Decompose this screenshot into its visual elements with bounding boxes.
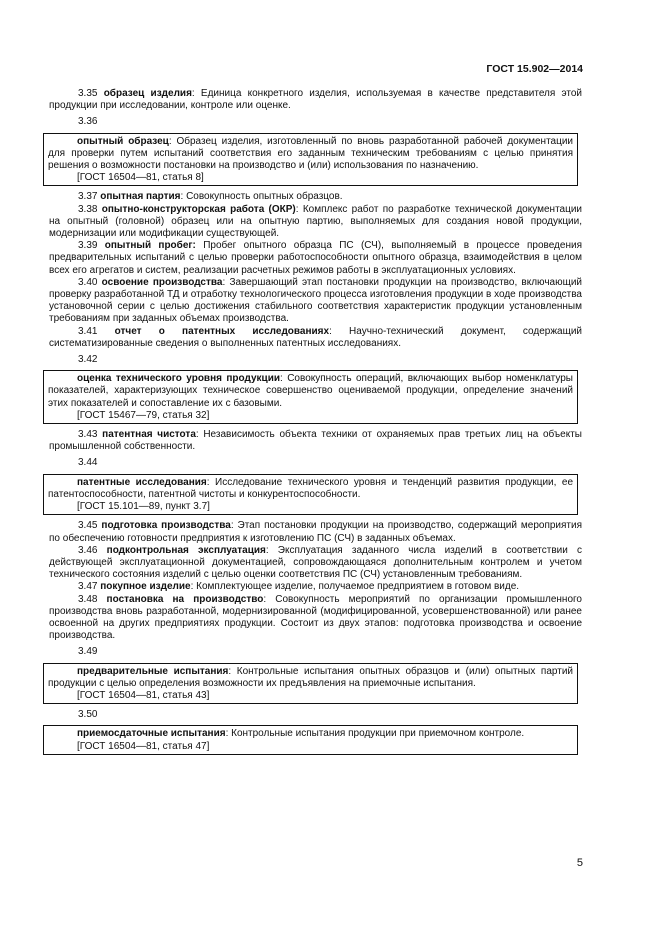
term-source: [ГОСТ 15467—79, статья 32] xyxy=(77,409,210,421)
term-number: 3.38 xyxy=(78,203,98,215)
term-source: [ГОСТ 16504—81, статья 47] xyxy=(77,740,210,752)
term-definition: : Образец изделия, изготовленный по вновь разработанной рабочей документации для проверки путем испытаний соответствия его заданным техническим требованиям с целью принятия решения о возможности постановки на производство и (или) использования по назначению. xyxy=(48,135,573,172)
term-name: предварительные испытания xyxy=(77,665,229,677)
term-source: [ГОСТ 15.101—89, пункт 3.7] xyxy=(77,501,210,513)
term-definition: : Научно-технический документ, содержащий систематизированные сведения о выполненных патентных исследованиях. xyxy=(49,325,582,349)
term-number: 3.35 xyxy=(78,88,98,99)
term-name: патентные исследования xyxy=(77,476,207,488)
term-definition: : Комплекс работ по разработке технической документации на опытный (головной) образец или на опытную партию, выполняемых для создания новой продукции, модернизации или модификации существующей. xyxy=(49,203,582,240)
term-number: 3.37 xyxy=(78,191,98,203)
term-definition: : Этап постановки продукции на производство, содержащий мероприятия по обеспечению готовности предприятия к изготовлению ПС (СЧ) в заданных объемах. xyxy=(49,520,583,544)
term-name: отчет о патентных исследованиях xyxy=(114,325,330,337)
term-3-39 xyxy=(49,240,582,277)
term-definition: Пробег опытного образца ПС (СЧ), выполняемый в процессе проведения предварительных испытаний с целью проверки работоспособности опытного образца, взаимодействия в целом всех его агрегатов и систем, реализации расчетных режимов работы в эксплуатационных условиях. xyxy=(49,240,582,276)
term-3-46 xyxy=(49,545,582,582)
term-definition: : Эксплуатация заданного числа изделий в соответствии с действующей эксплуатационной документацией, сопровождающаяся дополнительным контролем и учетом технического состояния изделий с целью оценки соответствия ПС (СЧ) установленным требованиям. xyxy=(49,544,582,581)
term-number: 3.42 xyxy=(78,354,98,366)
term-number: 3.49 xyxy=(78,646,98,658)
term-3-43 xyxy=(49,429,582,453)
term-name: опытный пробег: xyxy=(104,240,196,252)
term-number: 3.43 xyxy=(78,429,98,441)
term-definition: : Комплектующее изделие, получаемое предприятием в готовом виде. xyxy=(190,581,520,593)
term-name: приемосдаточные испытания xyxy=(77,728,226,740)
term-name: опытно-конструкторская работа (ОКР) xyxy=(101,203,296,215)
term-definition: : Совокупность опытных образцов. xyxy=(180,191,343,203)
page-number: 5 xyxy=(576,857,583,869)
term-number: 3.47 xyxy=(78,581,98,593)
term-3-45 xyxy=(49,520,582,544)
term-number: 3.40 xyxy=(78,276,98,288)
term-name: постановка на производство xyxy=(106,593,264,605)
term-source: [ГОСТ 16504—81, статья 8] xyxy=(77,172,204,184)
term-name: покупное изделие xyxy=(100,581,191,593)
term-number: 3.41 xyxy=(78,325,98,337)
term-name: патентная чистота xyxy=(102,429,196,441)
term-definition: : Единица конкретного изделия, используемая в качестве представителя этой продукции при исследовании, контроле или оценке. xyxy=(49,88,583,112)
term-number: 3.36 xyxy=(78,116,98,128)
term-number: 3.44 xyxy=(78,457,98,469)
term-box-3-44 xyxy=(43,474,578,516)
term-3-40 xyxy=(49,277,582,326)
term-definition: : Независимость объекта техники от охраняемых прав третьих лиц на объекты промышленной собственности. xyxy=(49,429,582,453)
term-name: опытный образец xyxy=(77,135,169,147)
term-definition: : Завершающий этап постановки продукции на производство, включающий проверку разработанной ТД и отработку технологического процесса изготовления продукции в ходе производства установочной серии с целью достижения стабильного соответствия характеристик продукции установленным требованиям при заданных объемах производства. xyxy=(49,276,583,325)
term-3-41 xyxy=(49,326,582,350)
term-box-3-49 xyxy=(43,663,578,705)
term-box-3-42 xyxy=(43,370,578,424)
term-3-47 xyxy=(49,581,582,593)
term-source: [ГОСТ 16504—81, статья 43] xyxy=(77,689,210,701)
term-3-35 xyxy=(49,88,582,112)
terms-content xyxy=(49,88,582,760)
term-number: 3.48 xyxy=(78,593,98,605)
term-3-48 xyxy=(49,594,582,643)
term-definition: : Совокупность мероприятий по организации промышленного производства вновь разработанной, модернизированной (модифицированной, усовершенствованной) или ранее освоенной на других предприятиях продукции. Состоит из двух этапов: подготовка производства и освоение производства. xyxy=(49,593,582,642)
term-name: опытная партия xyxy=(100,191,181,203)
term-number: 3.39 xyxy=(78,240,98,252)
term-name: подконтрольная эксплуатация xyxy=(106,544,266,556)
term-number: 3.45 xyxy=(78,520,98,532)
term-box-3-50 xyxy=(43,725,578,754)
term-definition: : Контрольные испытания опытных образцов и (или) опытных партий продукции с целью определения возможности их предъявления на приемочные испытания. xyxy=(48,665,574,689)
term-name: освоение производства xyxy=(101,276,223,288)
term-definition: : Исследование технического уровня и тенденций развития продукции, ее патентоспособности, патентной чистоты и конкурентоспособности. xyxy=(48,476,574,500)
term-number: 3.50 xyxy=(78,709,98,721)
document-code: ГОСТ 15.902—2014 xyxy=(486,63,583,75)
term-box-3-36 xyxy=(43,133,578,187)
term-definition: : Совокупность операций, включающих выбор номенклатуры показателей, характеризующих техническое совершенство оцениваемой продукции, определение значений этих показателей и сопоставление их с базовыми. xyxy=(48,373,573,409)
term-3-37 xyxy=(49,191,582,203)
term-name: подготовка производства xyxy=(101,520,231,532)
term-name: образец изделия xyxy=(103,88,192,99)
term-definition: : Контрольные испытания продукции при приемочном контроле. xyxy=(225,728,525,740)
term-name: оценка технического уровня продукции xyxy=(77,373,280,385)
term-3-38 xyxy=(49,204,582,241)
term-number: 3.46 xyxy=(78,544,98,556)
